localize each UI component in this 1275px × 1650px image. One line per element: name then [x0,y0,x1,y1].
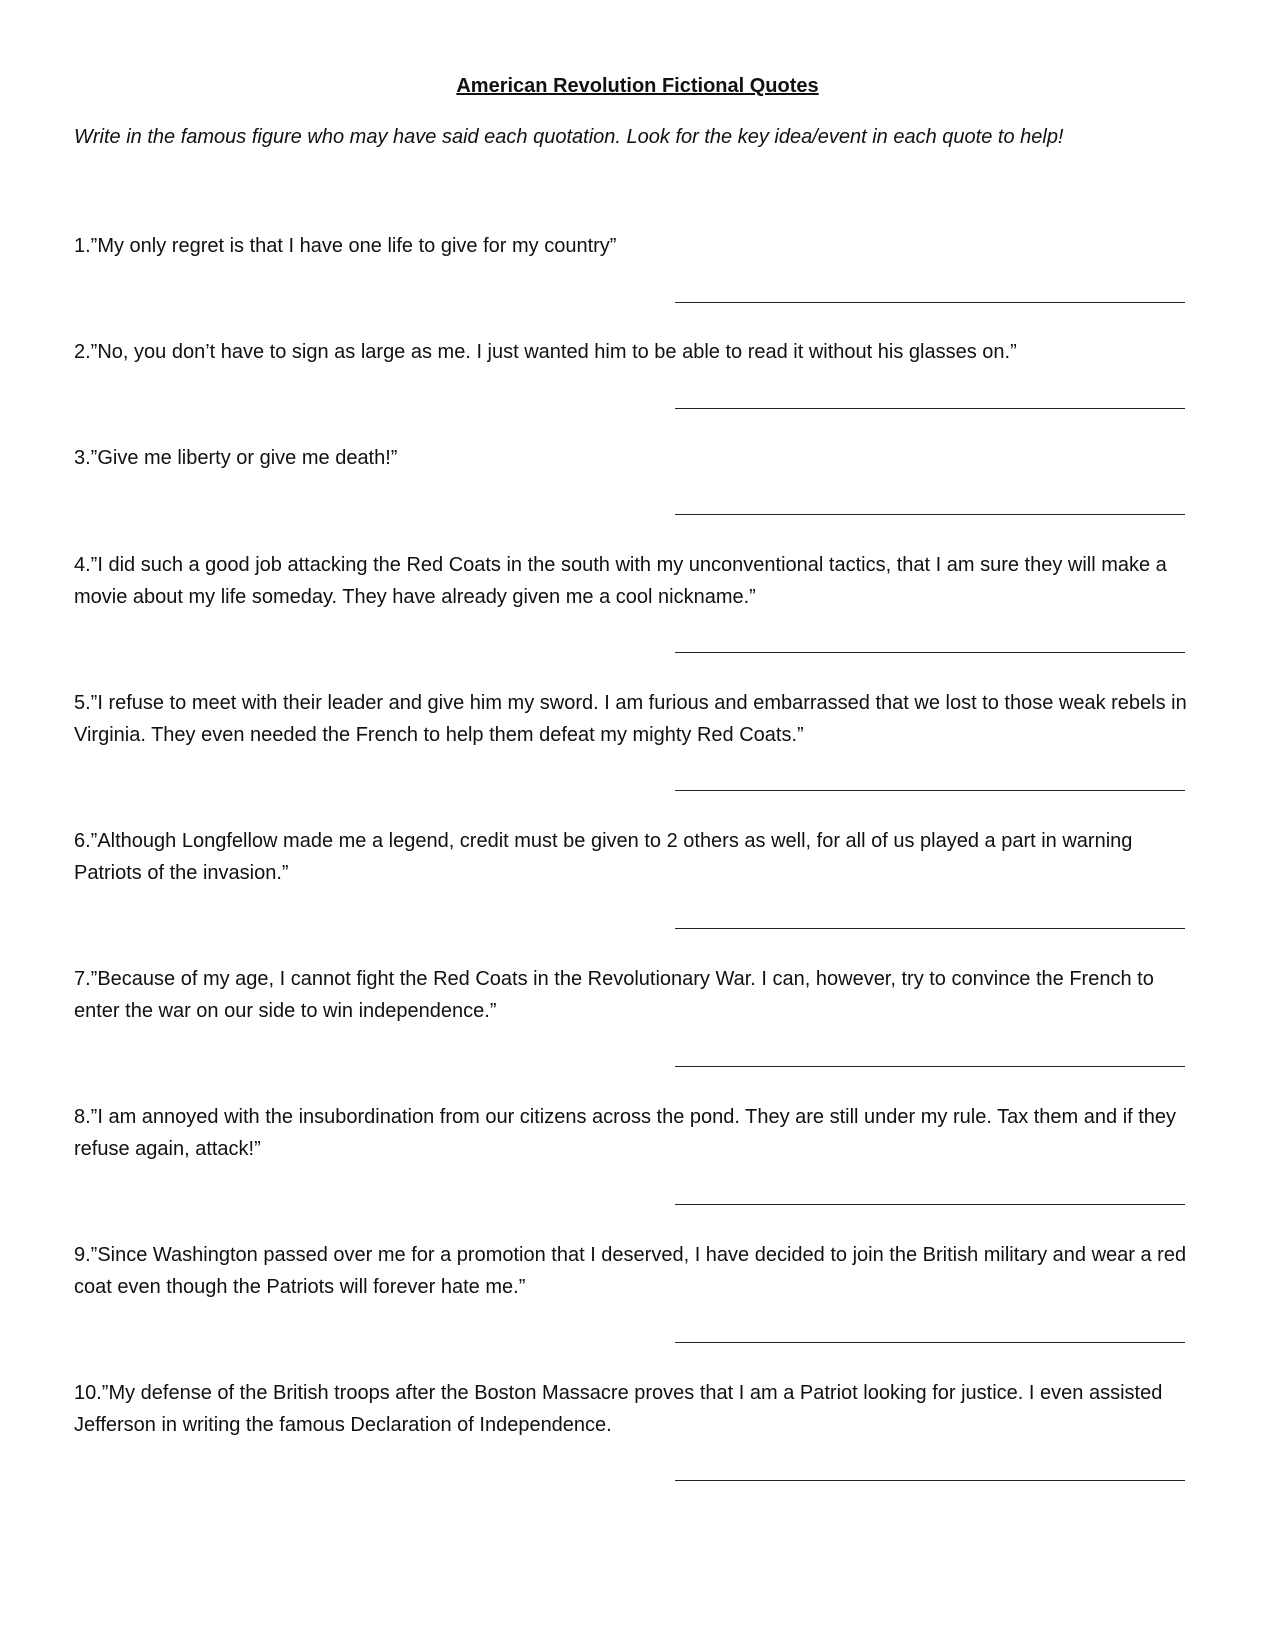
question-10: 10.”My defense of the British troops after the Boston Massacre proves that I am a Patriot looking for justice. I even assisted Jefferson in writing the famous Declaration of Independence. [74,1382,1163,1436]
question-7: 7.”Because of my age, I cannot fight the Red Coats in the Revolutionary War. I can, however, try to convince the French to enter the war on our side to win independence.” [74,968,1154,1022]
question-3: 3.”Give me liberty or give me death!” [74,447,398,469]
question-6: 6.”Although Longfellow made me a legend, credit must be given to 2 others as well, for all of us played a part in warning Patriots of the invasion.” [74,830,1133,884]
question-2: 2.”No, you don’t have to sign as large as me. I just wanted him to be able to read it without his glasses on.” [74,341,1017,363]
answer-line-2[interactable] [675,408,1185,409]
answer-line-3[interactable] [675,514,1185,515]
answer-line-7[interactable] [675,1066,1185,1067]
answer-line-5[interactable] [675,790,1185,791]
worksheet-title: American Revolution Fictional Quotes [456,75,819,97]
question-9: 9.”Since Washington passed over me for a promotion that I deserved, I have decided to join the British military and wear a red coat even though the Patriots will forever hate me.” [74,1244,1187,1298]
answer-line-4[interactable] [675,652,1185,653]
answer-line-6[interactable] [675,928,1185,929]
answer-line-9[interactable] [675,1342,1185,1343]
worksheet-instructions: Write in the famous figure who may have said each quotation. Look for the key idea/event in each quote to help! [74,126,1064,148]
question-5: 5.”I refuse to meet with their leader and give him my sword. I am furious and embarrassed that we lost to those weak rebels in Virginia. They even needed the French to help them defeat my mighty Red Coats.” [74,692,1187,746]
question-1: 1.”My only regret is that I have one life to give for my country” [74,235,617,257]
answer-line-1[interactable] [675,302,1185,303]
answer-line-10[interactable] [675,1480,1185,1481]
question-4: 4.”I did such a good job attacking the Red Coats in the south with my unconventional tactics, that I am sure they will make a movie about my life someday. They have already given me a cool nickname.” [74,554,1167,608]
question-8: 8.”I am annoyed with the insubordination from our citizens across the pond. They are still under my rule. Tax them and if they refuse again, attack!” [74,1106,1177,1160]
answer-line-8[interactable] [675,1204,1185,1205]
